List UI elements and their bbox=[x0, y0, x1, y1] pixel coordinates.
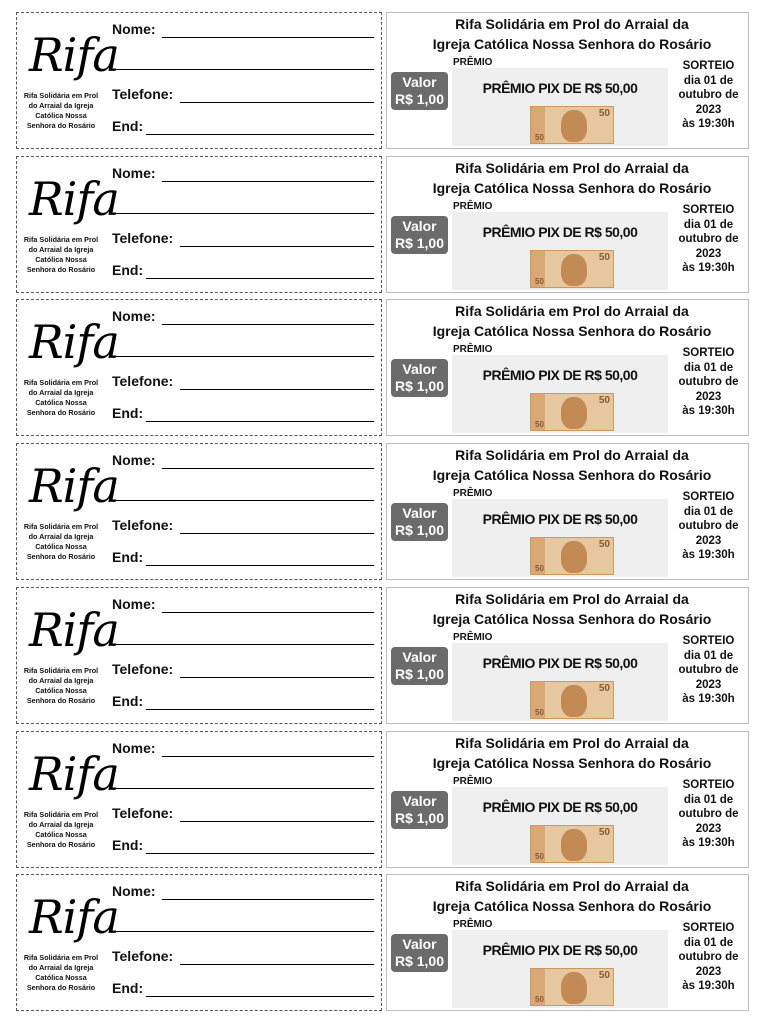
address-field[interactable] bbox=[112, 549, 374, 567]
address-field[interactable] bbox=[112, 405, 374, 423]
prize-text: PRÊMIO PIX DE R$ 50,00 bbox=[482, 655, 638, 671]
rifa-logo: Rifa bbox=[29, 459, 119, 513]
phone-label: Telefone: bbox=[112, 661, 174, 677]
draw-line-3: 2023 bbox=[695, 103, 722, 116]
ticket-main bbox=[386, 874, 749, 1011]
rifa-logo: Rifa bbox=[29, 890, 119, 944]
extra-line bbox=[112, 500, 374, 501]
ticket-main bbox=[386, 443, 749, 580]
prize-label: PRÊMIO bbox=[453, 488, 493, 499]
address-label: End: bbox=[112, 693, 144, 709]
prize-text: PRÊMIO PIX DE R$ 50,00 bbox=[482, 511, 638, 527]
name-field[interactable] bbox=[112, 21, 374, 39]
price-label: Valor bbox=[402, 936, 437, 952]
price-label: Valor bbox=[402, 74, 437, 90]
phone-field[interactable] bbox=[112, 230, 374, 248]
draw-line-3: 2023 bbox=[695, 534, 722, 547]
banknote-image bbox=[530, 681, 614, 719]
name-label: Nome: bbox=[112, 883, 156, 899]
ticket-title bbox=[407, 14, 737, 54]
raffle-ticket bbox=[16, 587, 749, 726]
phone-line bbox=[180, 389, 374, 390]
extra-line-field[interactable] bbox=[112, 915, 374, 933]
prize-box bbox=[452, 212, 668, 290]
banknote-image bbox=[530, 537, 614, 575]
name-line bbox=[162, 324, 374, 325]
price-value: R$ 1,00 bbox=[394, 91, 445, 107]
prize-text: PRÊMIO PIX DE R$ 50,00 bbox=[482, 799, 638, 815]
ticket-title bbox=[407, 301, 737, 341]
name-field[interactable] bbox=[112, 308, 374, 326]
address-field[interactable] bbox=[112, 980, 374, 998]
name-field[interactable] bbox=[112, 452, 374, 470]
draw-line-1: dia 01 de bbox=[683, 936, 734, 949]
ticket-stub bbox=[16, 731, 382, 868]
address-field[interactable] bbox=[112, 262, 374, 280]
address-line bbox=[146, 278, 374, 279]
phone-field[interactable] bbox=[112, 805, 374, 823]
draw-info bbox=[667, 346, 750, 419]
draw-line-1: dia 01 de bbox=[683, 218, 734, 231]
address-line bbox=[146, 421, 374, 422]
price-label: Valor bbox=[402, 361, 437, 377]
ticket-title bbox=[407, 445, 737, 485]
ticket-title bbox=[407, 589, 737, 629]
price-value: R$ 1,00 bbox=[394, 522, 445, 538]
name-line bbox=[162, 612, 374, 613]
draw-info bbox=[667, 490, 750, 563]
stub-description: Rifa Solidária em Prol do Arraial da Igreja Católica Nossa Senhora do Rosário bbox=[23, 666, 99, 705]
draw-info bbox=[667, 634, 750, 707]
address-line bbox=[146, 996, 374, 997]
address-label: End: bbox=[112, 262, 144, 278]
stub-description: Rifa Solidária em Prol do Arraial da Igreja Católica Nossa Senhora do Rosário bbox=[23, 235, 99, 274]
banknote-image bbox=[530, 393, 614, 431]
prize-label: PRÊMIO bbox=[453, 201, 493, 212]
ticket-main bbox=[386, 12, 749, 149]
address-line bbox=[146, 565, 374, 566]
prize-label: PRÊMIO bbox=[453, 57, 493, 68]
name-field[interactable] bbox=[112, 883, 374, 901]
raffle-ticket bbox=[16, 443, 749, 582]
prize-text: PRÊMIO PIX DE R$ 50,00 bbox=[482, 367, 638, 383]
banknote-image bbox=[530, 825, 614, 863]
draw-info bbox=[667, 203, 750, 276]
banknote-value-bottom: 50 bbox=[535, 995, 544, 1004]
extra-line-field[interactable] bbox=[112, 628, 374, 646]
name-field[interactable] bbox=[112, 596, 374, 614]
address-field[interactable] bbox=[112, 118, 374, 136]
banknote-value-top: 50 bbox=[598, 970, 610, 981]
banknote-value-bottom: 50 bbox=[535, 852, 544, 861]
draw-line-2: outubro de bbox=[678, 808, 739, 820]
draw-title: SORTEIO bbox=[682, 347, 735, 359]
ticket-stub bbox=[16, 12, 382, 149]
raffle-ticket bbox=[16, 731, 749, 870]
name-label: Nome: bbox=[112, 165, 156, 181]
draw-info bbox=[667, 921, 750, 994]
banknote-image bbox=[530, 968, 614, 1006]
title-line-2: Igreja Católica Nossa Senhora do Rosário bbox=[432, 755, 712, 771]
price-value: R$ 1,00 bbox=[394, 810, 445, 826]
name-label: Nome: bbox=[112, 308, 156, 324]
draw-line-3: 2023 bbox=[695, 390, 722, 403]
title-line-1: Rifa Solidária em Prol do Arraial da bbox=[455, 878, 689, 894]
raffle-ticket bbox=[16, 12, 749, 151]
draw-title: SORTEIO bbox=[682, 635, 735, 647]
draw-line-4: às 19:30h bbox=[682, 405, 735, 417]
draw-line-3: 2023 bbox=[695, 965, 722, 978]
draw-title: SORTEIO bbox=[682, 204, 735, 216]
price-value: R$ 1,00 bbox=[394, 235, 445, 251]
price-badge bbox=[391, 647, 448, 685]
banknote-value-bottom: 50 bbox=[535, 277, 544, 286]
title-line-2: Igreja Católica Nossa Senhora do Rosário bbox=[432, 36, 712, 52]
extra-line bbox=[112, 356, 374, 357]
title-line-2: Igreja Católica Nossa Senhora do Rosário bbox=[432, 323, 712, 339]
draw-line-3: 2023 bbox=[695, 247, 722, 260]
title-line-2: Igreja Católica Nossa Senhora do Rosário bbox=[432, 467, 712, 483]
address-label: End: bbox=[112, 405, 144, 421]
price-badge bbox=[391, 934, 448, 972]
banknote-image bbox=[530, 250, 614, 288]
banknote-value-top: 50 bbox=[598, 252, 610, 263]
banknote-value-top: 50 bbox=[598, 108, 610, 119]
prize-box bbox=[452, 499, 668, 577]
address-line bbox=[146, 709, 374, 710]
phone-label: Telefone: bbox=[112, 948, 174, 964]
ticket-stub bbox=[16, 443, 382, 580]
address-label: End: bbox=[112, 118, 144, 134]
stub-description: Rifa Solidária em Prol do Arraial da Igreja Católica Nossa Senhora do Rosário bbox=[23, 522, 99, 561]
price-value: R$ 1,00 bbox=[394, 953, 445, 969]
banknote-portrait-icon bbox=[561, 685, 587, 717]
prize-box bbox=[452, 643, 668, 721]
price-label: Valor bbox=[402, 218, 437, 234]
draw-line-1: dia 01 de bbox=[683, 649, 734, 662]
price-label: Valor bbox=[402, 793, 437, 809]
stub-description: Rifa Solidária em Prol do Arraial da Igreja Católica Nossa Senhora do Rosário bbox=[23, 378, 99, 417]
prize-box bbox=[452, 787, 668, 865]
phone-label: Telefone: bbox=[112, 373, 174, 389]
banknote-portrait-icon bbox=[561, 397, 587, 429]
ticket-stub bbox=[16, 299, 382, 436]
prize-text: PRÊMIO PIX DE R$ 50,00 bbox=[482, 942, 638, 958]
name-line bbox=[162, 37, 374, 38]
draw-line-2: outubro de bbox=[678, 89, 739, 101]
draw-line-4: às 19:30h bbox=[682, 837, 735, 849]
draw-title: SORTEIO bbox=[682, 60, 735, 72]
prize-label: PRÊMIO bbox=[453, 632, 493, 643]
phone-field[interactable] bbox=[112, 86, 374, 104]
name-label: Nome: bbox=[112, 21, 156, 37]
price-label: Valor bbox=[402, 505, 437, 521]
name-line bbox=[162, 899, 374, 900]
draw-line-4: às 19:30h bbox=[682, 980, 735, 992]
ticket-title bbox=[407, 876, 737, 916]
title-line-1: Rifa Solidária em Prol do Arraial da bbox=[455, 447, 689, 463]
banknote-portrait-icon bbox=[561, 110, 587, 142]
prize-box bbox=[452, 930, 668, 1008]
raffle-ticket bbox=[16, 874, 749, 1013]
name-label: Nome: bbox=[112, 596, 156, 612]
extra-line-field[interactable] bbox=[112, 772, 374, 790]
address-line bbox=[146, 853, 374, 854]
ticket-stub bbox=[16, 156, 382, 293]
price-badge bbox=[391, 216, 448, 254]
phone-label: Telefone: bbox=[112, 517, 174, 533]
draw-line-2: outubro de bbox=[678, 951, 739, 963]
title-line-1: Rifa Solidária em Prol do Arraial da bbox=[455, 303, 689, 319]
price-label: Valor bbox=[402, 649, 437, 665]
address-line bbox=[146, 134, 374, 135]
phone-field[interactable] bbox=[112, 661, 374, 679]
banknote-value-bottom: 50 bbox=[535, 133, 544, 142]
prize-label: PRÊMIO bbox=[453, 919, 493, 930]
prize-box bbox=[452, 355, 668, 433]
prize-label: PRÊMIO bbox=[453, 344, 493, 355]
extra-line-field[interactable] bbox=[112, 484, 374, 502]
draw-line-4: às 19:30h bbox=[682, 693, 735, 705]
phone-label: Telefone: bbox=[112, 230, 174, 246]
rifa-logo: Rifa bbox=[29, 315, 119, 369]
phone-line bbox=[180, 677, 374, 678]
banknote-value-top: 50 bbox=[598, 539, 610, 550]
draw-line-3: 2023 bbox=[695, 678, 722, 691]
raffle-ticket bbox=[16, 156, 749, 295]
banknote-value-top: 50 bbox=[598, 827, 610, 838]
draw-title: SORTEIO bbox=[682, 491, 735, 503]
extra-line-field[interactable] bbox=[112, 53, 374, 71]
title-line-1: Rifa Solidária em Prol do Arraial da bbox=[455, 735, 689, 751]
draw-line-3: 2023 bbox=[695, 822, 722, 835]
draw-line-4: às 19:30h bbox=[682, 262, 735, 274]
extra-line-field[interactable] bbox=[112, 197, 374, 215]
price-value: R$ 1,00 bbox=[394, 378, 445, 394]
draw-line-1: dia 01 de bbox=[683, 361, 734, 374]
prize-text: PRÊMIO PIX DE R$ 50,00 bbox=[482, 224, 638, 240]
draw-line-1: dia 01 de bbox=[683, 793, 734, 806]
phone-field[interactable] bbox=[112, 948, 374, 966]
phone-label: Telefone: bbox=[112, 805, 174, 821]
extra-line bbox=[112, 69, 374, 70]
banknote-value-top: 50 bbox=[598, 683, 610, 694]
title-line-2: Igreja Católica Nossa Senhora do Rosário bbox=[432, 180, 712, 196]
draw-line-4: às 19:30h bbox=[682, 549, 735, 561]
draw-info bbox=[667, 778, 750, 851]
banknote-value-bottom: 50 bbox=[535, 564, 544, 573]
ticket-main bbox=[386, 731, 749, 868]
title-line-1: Rifa Solidária em Prol do Arraial da bbox=[455, 160, 689, 176]
draw-line-4: às 19:30h bbox=[682, 118, 735, 130]
name-line bbox=[162, 756, 374, 757]
name-line bbox=[162, 468, 374, 469]
draw-title: SORTEIO bbox=[682, 779, 735, 791]
ticket-stub bbox=[16, 587, 382, 724]
rifa-logo: Rifa bbox=[29, 28, 119, 82]
banknote-portrait-icon bbox=[561, 541, 587, 573]
price-badge bbox=[391, 791, 448, 829]
extra-line bbox=[112, 213, 374, 214]
prize-box bbox=[452, 68, 668, 146]
rifa-logo: Rifa bbox=[29, 172, 119, 226]
ticket-main bbox=[386, 587, 749, 724]
name-field[interactable] bbox=[112, 740, 374, 758]
phone-line bbox=[180, 246, 374, 247]
price-badge bbox=[391, 503, 448, 541]
stub-description: Rifa Solidária em Prol do Arraial da Igreja Católica Nossa Senhora do Rosário bbox=[23, 810, 99, 849]
ticket-main bbox=[386, 299, 749, 436]
banknote-value-bottom: 50 bbox=[535, 420, 544, 429]
phone-line bbox=[180, 964, 374, 965]
draw-line-1: dia 01 de bbox=[683, 505, 734, 518]
extra-line bbox=[112, 788, 374, 789]
phone-field[interactable] bbox=[112, 373, 374, 391]
ticket-title bbox=[407, 733, 737, 773]
title-line-2: Igreja Católica Nossa Senhora do Rosário bbox=[432, 898, 712, 914]
phone-field[interactable] bbox=[112, 517, 374, 535]
phone-line bbox=[180, 102, 374, 103]
ticket-stub bbox=[16, 874, 382, 1011]
draw-line-1: dia 01 de bbox=[683, 74, 734, 87]
name-label: Nome: bbox=[112, 452, 156, 468]
ticket-title bbox=[407, 158, 737, 198]
title-line-1: Rifa Solidária em Prol do Arraial da bbox=[455, 591, 689, 607]
address-field[interactable] bbox=[112, 837, 374, 855]
address-label: End: bbox=[112, 549, 144, 565]
banknote-value-bottom: 50 bbox=[535, 708, 544, 717]
draw-line-2: outubro de bbox=[678, 376, 739, 388]
raffle-ticket bbox=[16, 299, 749, 438]
banknote-portrait-icon bbox=[561, 829, 587, 861]
address-field[interactable] bbox=[112, 693, 374, 711]
rifa-logo: Rifa bbox=[29, 747, 119, 801]
name-field[interactable] bbox=[112, 165, 374, 183]
title-line-1: Rifa Solidária em Prol do Arraial da bbox=[455, 16, 689, 32]
extra-line bbox=[112, 931, 374, 932]
rifa-logo: Rifa bbox=[29, 603, 119, 657]
prize-text: PRÊMIO PIX DE R$ 50,00 bbox=[482, 80, 638, 96]
draw-line-2: outubro de bbox=[678, 233, 739, 245]
stub-description: Rifa Solidária em Prol do Arraial da Igreja Católica Nossa Senhora do Rosário bbox=[23, 953, 99, 992]
ticket-main bbox=[386, 156, 749, 293]
price-badge bbox=[391, 359, 448, 397]
banknote-image bbox=[530, 106, 614, 144]
phone-line bbox=[180, 533, 374, 534]
name-line bbox=[162, 181, 374, 182]
price-badge bbox=[391, 72, 448, 110]
draw-info bbox=[667, 59, 750, 132]
title-line-2: Igreja Católica Nossa Senhora do Rosário bbox=[432, 611, 712, 627]
draw-line-2: outubro de bbox=[678, 664, 739, 676]
address-label: End: bbox=[112, 837, 144, 853]
banknote-value-top: 50 bbox=[598, 395, 610, 406]
extra-line-field[interactable] bbox=[112, 340, 374, 358]
prize-label: PRÊMIO bbox=[453, 776, 493, 787]
price-value: R$ 1,00 bbox=[394, 666, 445, 682]
banknote-portrait-icon bbox=[561, 972, 587, 1004]
draw-line-2: outubro de bbox=[678, 520, 739, 532]
phone-label: Telefone: bbox=[112, 86, 174, 102]
phone-line bbox=[180, 821, 374, 822]
address-label: End: bbox=[112, 980, 144, 996]
draw-title: SORTEIO bbox=[682, 922, 735, 934]
extra-line bbox=[112, 644, 374, 645]
banknote-portrait-icon bbox=[561, 254, 587, 286]
stub-description: Rifa Solidária em Prol do Arraial da Igreja Católica Nossa Senhora do Rosário bbox=[23, 91, 99, 130]
name-label: Nome: bbox=[112, 740, 156, 756]
